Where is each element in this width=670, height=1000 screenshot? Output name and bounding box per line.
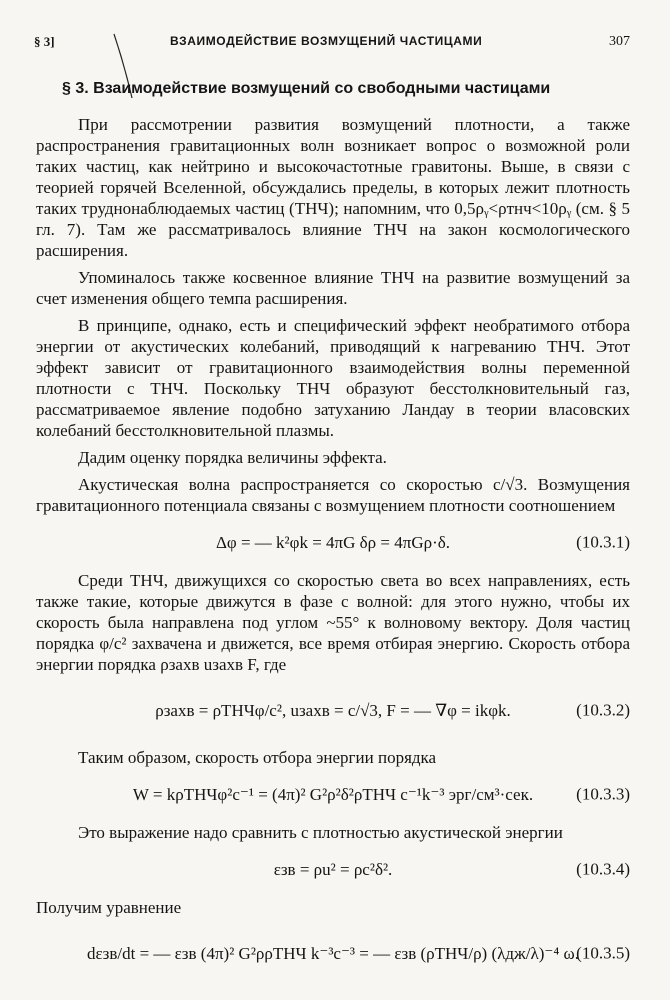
paragraph-4: Дадим оценку порядка величины эффекта. xyxy=(78,448,387,467)
paragraph-8: Это выражение надо сравнить с плотностью акустической энергии xyxy=(78,823,563,842)
equation-10-3-1 xyxy=(36,528,630,556)
paragraph-3: В принципе, однако, есть и специфический эффект необратимого отбора энергии от акустических колебаний, приводящий к нагреванию ТНЧ. Этот эффект зависит от гравитационного взаимодействия волны переменной плотности с ТНЧ. Поскольку ТНЧ образуют бесстолкновительный газ, рассматриваемое явление подобно затуханию Ландау в теории власовских колебаний бесстолкновительной плазмы. xyxy=(36,316,630,440)
equation-expression: ρзахв = ρТНЧφ/c², uзахв = c/√3, F = — ∇φ = ikφk. xyxy=(155,700,511,720)
equation-number: (10.3.1) xyxy=(576,532,630,552)
paragraph-5: Акустическая волна распространяется со скоростью c/√3. Возмущения гравитационного потенциала связаны с возмущением плотности соотношением xyxy=(36,475,630,515)
equation-number: (10.3.5) xyxy=(576,943,630,963)
paragraph-1: При рассмотрении развития возмущений плотности, а также распространения гравитационных волн возникает вопрос о возможной роли таких частиц, как нейтрино и высокочастотные гравитоны. Выше, в связи с теорией горячей Вселенной, обсуждались пределы, в которых лежит плотность таких труднонаблюдаемых частиц (ТНЧ); напомним, что 0,5ρᵧ<ρтнч<10ρᵧ (см. § 5 гл. 7). Там же рассматривалось влияние ТНЧ на закон космологического расширения. xyxy=(36,115,630,260)
equation-expression: dεзв/dt = — εзв (4π)² G²ρρТНЧ k⁻³c⁻³ = — εзв (ρТНЧ/ρ) (λдж/λ)⁻⁴ ω. xyxy=(87,943,579,963)
equation-10-3-4 xyxy=(36,855,630,883)
header-running-title: ВЗАИМОДЕЙСТВИЕ ВОЗМУЩЕНИЙ ЧАСТИЦАМИ xyxy=(170,34,483,48)
equation-10-3-2 xyxy=(36,687,630,733)
equation-expression: Δφ = — k²φk = 4πG δρ = 4πGρ·δ. xyxy=(215,532,451,552)
equation-10-3-5 xyxy=(36,930,630,976)
equation-number: (10.3.2) xyxy=(576,700,630,720)
header-page-number: 307 xyxy=(609,34,630,49)
equation-10-3-3 xyxy=(36,780,630,808)
page-body xyxy=(36,114,630,990)
section-title: § 3. Взаимодействие возмущений со свободными частицами xyxy=(62,80,551,97)
paragraph-6: Среди ТНЧ, движущихся со скоростью света во всех направлениях, есть также такие, которые движутся в фазе с волной: для этого нужно, чтобы их скорость была направлена под углом ~55° к волновому вектору. Доля частиц порядка φ/c² захвачена и движется, все время отбирая энергию. Скорость отбора энергии порядка ρзахв uзахв F, где xyxy=(36,571,630,674)
paragraph-2: Упоминалось также косвенное влияние ТНЧ на развитие возмущений за счет изменения общего темпа расширения. xyxy=(36,268,630,308)
header-section-ref: § 3] xyxy=(34,34,55,49)
equation-number: (10.3.3) xyxy=(576,784,630,804)
paragraph-9: Получим уравнение xyxy=(36,898,182,917)
equation-expression: W = kρТНЧφ²c⁻¹ = (4π)² G²ρ²δ²ρТНЧ c⁻¹k⁻³ эрг/см³·сек. xyxy=(132,784,534,804)
paragraph-7: Таким образом, скорость отбора энергии порядка xyxy=(78,748,437,767)
equation-number: (10.3.4) xyxy=(576,859,630,879)
equation-expression: εзв = ρu² = ρc²δ². xyxy=(273,859,393,879)
